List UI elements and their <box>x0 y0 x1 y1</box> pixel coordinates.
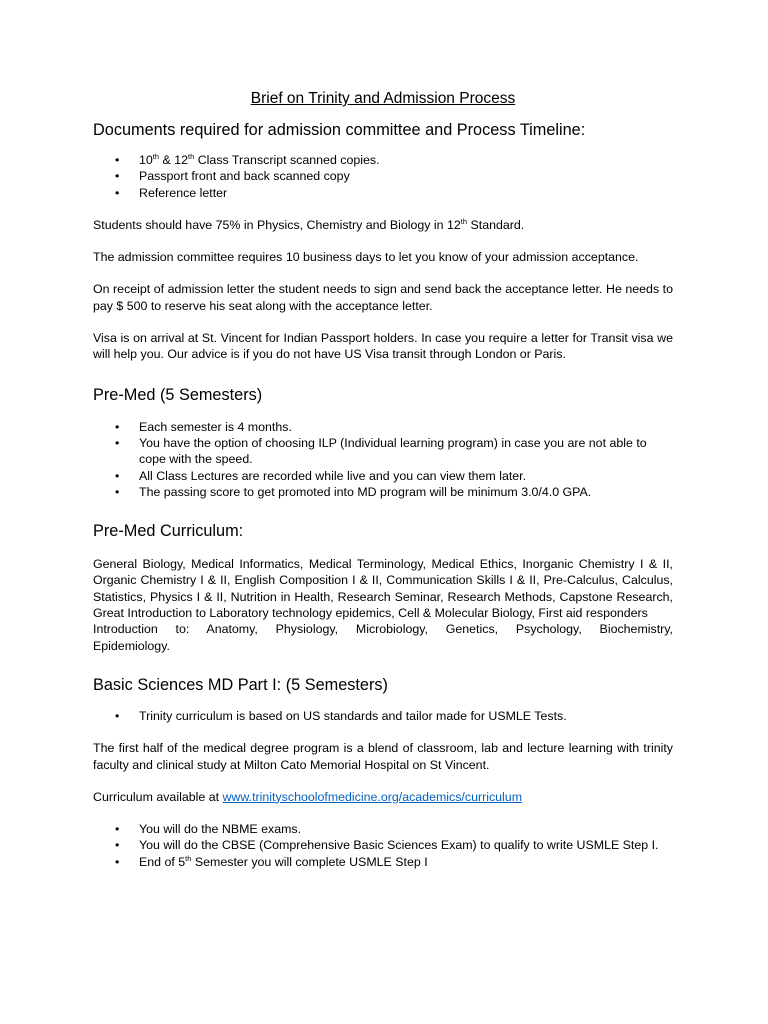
paragraph-subjects: General Biology, Medical Informatics, Medical Terminology, Medical Ethics, Inorganic Chemistry I & II, Organic Chemistry I & II, English Composition I & II, Communication Skills I & II, Pre-Calculus, Calculus, Statistics, Physics I & II, Nutrition in Health, Research Seminar, Research Methods, Capstone Research, Great Introduction to Laboratory technology epidemics, Cell & Molecular Biology, First aid responders <box>93 557 673 621</box>
list-item-transcript: • 10th & 12th Class Transcript scanned copies. <box>93 152 673 168</box>
paragraph-introduction: Introduction to: Anatomy, Physiology, Microbiology, Genetics, Psychology, Biochemistry, <box>93 622 673 637</box>
paragraph-marks: Students should have 75% in Physics, Chemistry and Biology in 12th Standard. <box>93 216 525 232</box>
heading-documents: Documents required for admission committee and Process Timeline: <box>93 121 586 139</box>
premed-list <box>93 419 673 500</box>
list-item: • Each semester is 4 months. <box>93 419 673 435</box>
list-item-step: • End of 5th Semester you will complete USMLE Step I <box>93 854 673 870</box>
document-title: Brief on Trinity and Admission Process <box>250 90 516 107</box>
list-item-cbse: • You will do the CBSE (Comprehensive Basic Sciences Exam) to qualify to write USMLE Step I. <box>93 837 673 853</box>
paragraph-curriculum-link: Curriculum available at www.trinityschoolofmedicine.org/academics/curriculum <box>93 789 523 804</box>
heading-premed: Pre-Med (5 Semesters) <box>93 385 263 404</box>
list-item: • The passing score to get promoted into MD program will be minimum 3.0/4.0 GPA. <box>93 484 673 500</box>
list-item-passport: • Passport front and back scanned copy <box>93 168 673 184</box>
exams-list <box>93 821 673 870</box>
paragraph-committee: The admission committee requires 10 business days to let you know of your admission acceptance. <box>93 250 639 265</box>
heading-basic-sciences: Basic Sciences MD Part I: (5 Semesters) <box>93 675 388 694</box>
list-item-reference: • Reference letter <box>93 185 673 201</box>
heading-premed-curriculum: Pre-Med Curriculum: <box>93 522 244 541</box>
list-item: • You have the option of choosing ILP (Individual learning program) in case you are not able to cope with the speed. <box>93 435 673 468</box>
list-item: • Trinity curriculum is based on US standards and tailor made for USMLE Tests. <box>93 708 673 724</box>
paragraph-first-half: The first half of the medical degree program is a blend of classroom, lab and lecture learning with trinity faculty and clinical study at Milton Cato Memorial Hospital on St Vincent. <box>93 741 673 772</box>
documents-list <box>93 152 673 201</box>
curriculum-link[interactable]: www.trinityschoolofmedicine.org/academics/curriculum <box>222 789 523 804</box>
paragraph-visa: Visa is on arrival at St. Vincent for Indian Passport holders. In case you require a letter for Transit visa we will help you. Our advice is if you do not have US Visa transit through London or Paris. <box>93 331 673 362</box>
paragraph-introduction-end: Epidemiology. <box>93 638 170 653</box>
list-item: • All Class Lectures are recorded while live and you can view them later. <box>93 468 673 484</box>
paragraph-receipt: On receipt of admission letter the student needs to sign and send back the acceptance letter. He needs to pay $ 500 to reserve his seat along with the acceptance letter. <box>93 282 673 313</box>
list-item-nbme: • You will do the NBME exams. <box>93 821 673 837</box>
basic-list <box>93 708 673 724</box>
